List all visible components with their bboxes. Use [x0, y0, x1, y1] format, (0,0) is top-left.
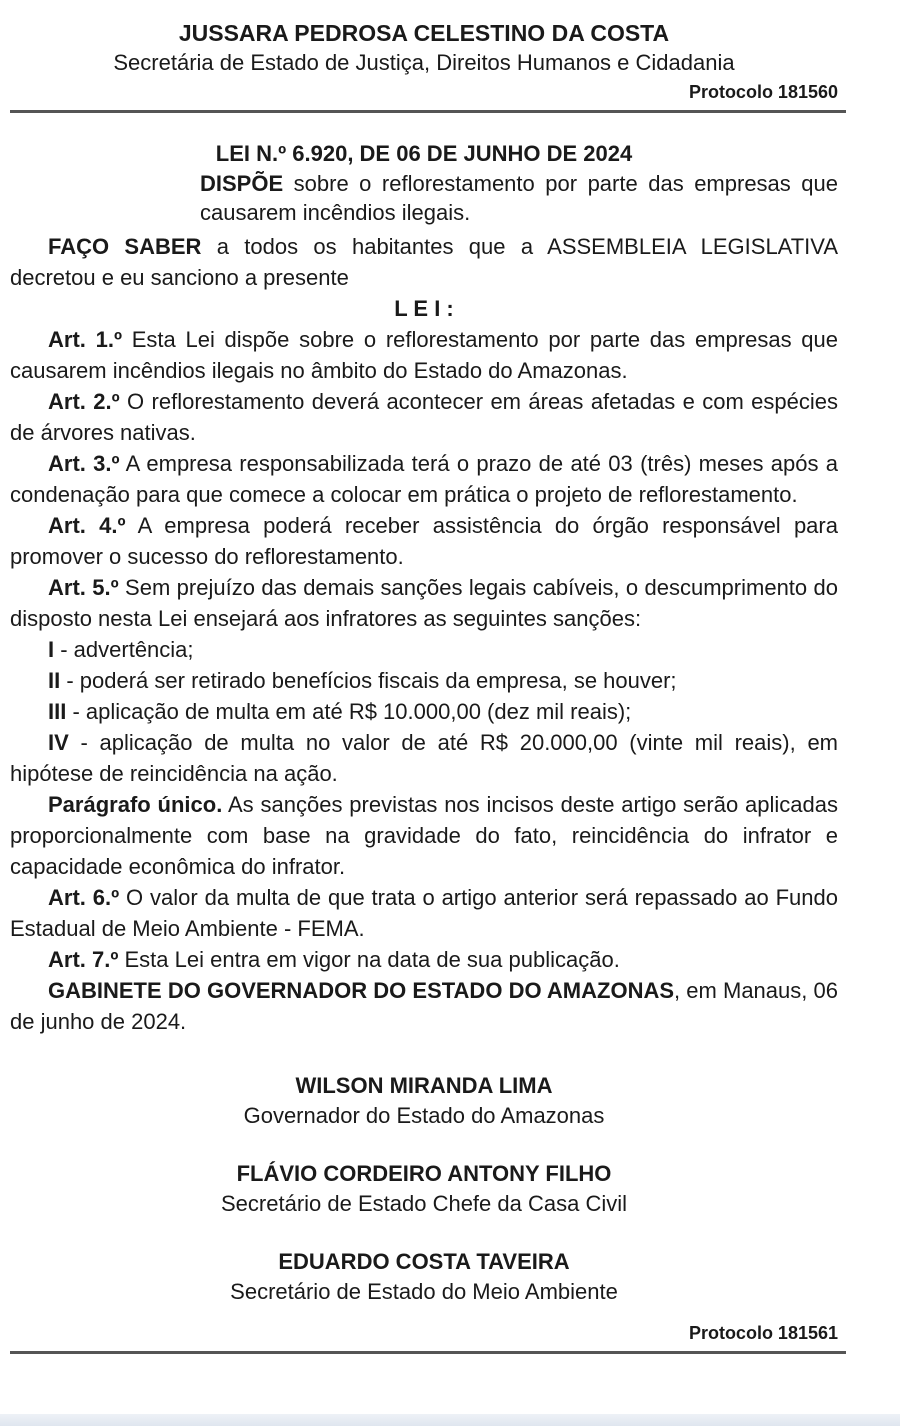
article-7	[10, 944, 838, 975]
article-1	[10, 324, 838, 386]
header-office: Secretária de Estado de Justiça, Direitos Humanos e Cidadania	[113, 50, 735, 75]
closing	[10, 975, 838, 1037]
signature-block-3	[10, 1247, 838, 1307]
signatory-title: Secretário de Estado Chefe da Casa Civil	[221, 1191, 627, 1216]
divider-bottom	[10, 1351, 846, 1354]
paragraph-text: As sanções previstas nos incisos deste artigo serão aplicadas proporcionalmente com base na gravidade do fato, reincidência do infrator e capacidade econômica do infrator.	[10, 792, 839, 879]
item-label: I	[48, 637, 55, 662]
paragraph-unico	[10, 789, 838, 882]
closing-bold: GABINETE DO GOVERNADOR DO ESTADO DO AMAZONAS	[48, 978, 675, 1003]
article-label: Art. 3.º	[48, 451, 120, 476]
item-text: - aplicação de multa no valor de até R$ 20.000,00 (vinte mil reais), em hipótese de reincidência na ação.	[10, 730, 838, 786]
item-3	[10, 696, 838, 727]
article-4	[10, 510, 838, 572]
header-name: JUSSARA PEDROSA CELESTINO DA COSTA	[178, 20, 670, 46]
article-3	[10, 448, 838, 510]
paragraph-label: Parágrafo único.	[48, 792, 223, 817]
article-text: Esta Lei entra em vigor na data de sua publicação.	[118, 947, 620, 972]
ementa-text: sobre o reflorestamento por parte das empresas que causarem incêndios ilegais.	[200, 171, 838, 225]
protocol-top: Protocolo 181560	[688, 82, 838, 102]
lei-heading: L E I :	[394, 296, 454, 321]
divider-top	[10, 110, 846, 113]
article-label: Art. 1.º	[48, 327, 122, 352]
signatory-name: WILSON MIRANDA LIMA	[295, 1073, 553, 1098]
item-text: - advertência;	[54, 637, 194, 662]
item-4	[10, 727, 838, 789]
item-1	[10, 634, 838, 665]
article-label: Art. 4.º	[48, 513, 126, 538]
signatory-name: FLÁVIO CORDEIRO ANTONY FILHO	[236, 1161, 612, 1186]
item-label: III	[48, 699, 67, 724]
item-label: II	[48, 668, 61, 693]
ementa-bold: DISPÕE	[200, 171, 284, 196]
closing-text: , em Manaus, 06 de junho de 2024.	[10, 978, 838, 1034]
protocol-bottom: Protocolo 181561	[688, 1323, 838, 1343]
signature-block-1	[10, 1071, 838, 1131]
law-intro	[10, 231, 838, 293]
intro-text: a todos os habitantes que a ASSEMBLEIA LEGISLATIVA decretou e eu sanciono a presente	[10, 234, 838, 290]
item-text: - aplicação de multa em até R$ 10.000,00 (dez mil reais);	[66, 699, 632, 724]
article-text: O valor da multa de que trata o artigo anterior será repassado ao Fundo Estadual de Meio Ambiente - FEMA.	[10, 885, 838, 941]
item-text: - poderá ser retirado benefícios fiscais da empresa, se houver;	[60, 668, 677, 693]
article-label: Art. 7.º	[48, 947, 119, 972]
window-bottom-edge	[0, 1414, 900, 1426]
article-text: O reflorestamento deverá acontecer em áreas afetadas e com espécies de árvores nativas.	[10, 389, 839, 445]
law-title: LEI N.º 6.920, DE 06 DE JUNHO DE 2024	[215, 141, 633, 166]
article-text: A empresa poderá receber assistência do órgão responsável para promover o sucesso do reflorestamento.	[10, 513, 838, 569]
article-text: Sem prejuízo das demais sanções legais cabíveis, o descumprimento do disposto nesta Lei ensejará aos infratores as seguintes sanções:	[10, 575, 839, 631]
signatory-name: EDUARDO COSTA TAVEIRA	[278, 1249, 570, 1274]
intro-bold: FAÇO SABER	[48, 234, 202, 259]
article-label: Art. 2.º	[48, 389, 120, 414]
article-5	[10, 572, 838, 634]
article-label: Art. 6.º	[48, 885, 120, 910]
signatory-title: Secretário de Estado do Meio Ambiente	[230, 1279, 618, 1304]
item-2	[10, 665, 838, 696]
article-label: Art. 5.º	[48, 575, 119, 600]
signature-block-2	[10, 1159, 838, 1219]
signatory-title: Governador do Estado do Amazonas	[243, 1103, 605, 1128]
document-page	[10, 0, 838, 1354]
article-text: A empresa responsabilizada terá o prazo de até 03 (três) meses após a condenação para que comece a colocar em prática o projeto de reflorestamento.	[10, 451, 838, 507]
article-2	[10, 386, 838, 448]
article-text: Esta Lei dispõe sobre o reflorestamento por parte das empresas que causarem incêndios ilegais no âmbito do Estado do Amazonas.	[10, 327, 838, 383]
item-label: IV	[48, 730, 69, 755]
article-6	[10, 882, 838, 944]
law-ementa	[200, 169, 838, 227]
